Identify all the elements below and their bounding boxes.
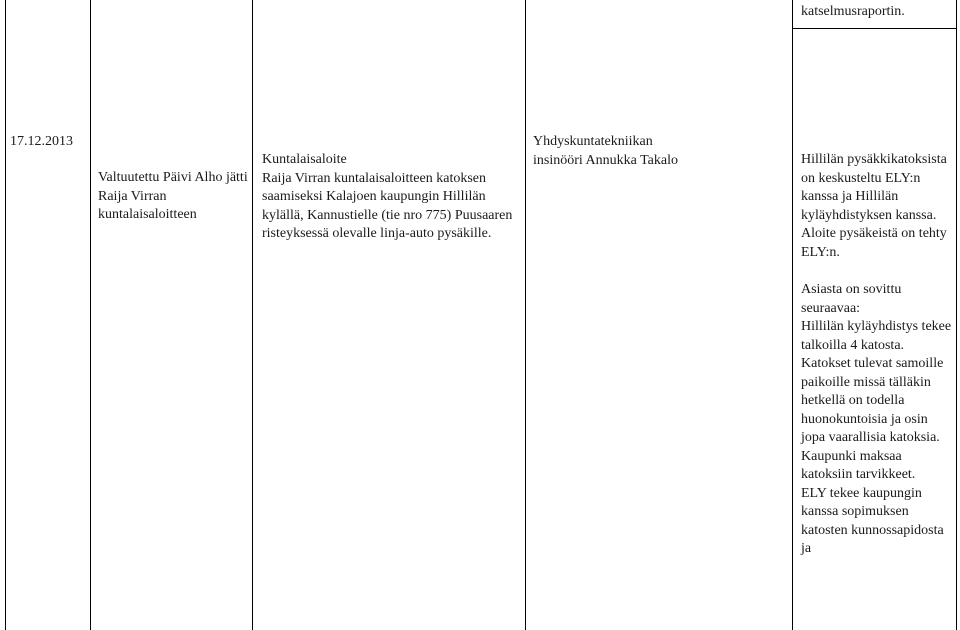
table-border-right	[956, 0, 957, 630]
matter-heading: Kuntalaisaloite	[262, 152, 347, 167]
previous-row-actions-tail	[801, 3, 951, 22]
table-divider-4	[792, 0, 793, 630]
actions-cell	[801, 151, 953, 559]
row-separator	[792, 28, 957, 29]
table-divider-2	[252, 0, 253, 630]
table-divider-3	[525, 0, 526, 630]
actions-para-2-body: Hillilän kyläyhdistys tekee talkoilla 4 katosta. Katokset tulevat samoille paikoille missä tälläkin hetkellä on todella huonokuntoisia ja osin jopa vaarallisia katoksia. Kaupunki maksaa katoksiin tarvikkeet.	[801, 319, 952, 482]
handler-cell	[533, 133, 678, 170]
matter-cell	[262, 151, 514, 244]
previous-row-text: katselmusraportin.	[801, 4, 905, 19]
table-border-left	[5, 0, 6, 630]
date-text: 17.12.2013	[10, 134, 73, 149]
actions-para-1: Hillilän pysäkkikatoksista on keskusteltu ELY:n kanssa ja Hillilän kyläyhdistyksen kanssa. Aloite pysäkeistä on tehty ELY:n.	[801, 152, 947, 260]
actions-para-3: ELY tekee kaupungin kanssa sopimuksen katosten kunnossapidosta ja	[801, 485, 944, 556]
actions-para-2-intro: Asiasta on sovittu seuraavaa:	[801, 282, 902, 316]
table-divider-1	[90, 0, 91, 630]
date-cell	[10, 133, 88, 152]
handler-text: Yhdyskuntatekniikan insinööri Annukka Takalo	[533, 134, 678, 168]
initiator-text: Valtuutettu Päivi Alho jätti Raija Virran kuntalaisaloitteen	[98, 170, 248, 222]
matter-body: Raija Virran kuntalaisaloitteen katoksen saamiseksi Kalajoen kaupungin Hillilän kylällä, Kannustielle (tie nro 775) Puusaaren risteyksessä olevalle linja-auto pysäkille.	[262, 170, 513, 241]
paragraph-gap	[801, 262, 953, 281]
initiator-cell	[98, 169, 248, 225]
